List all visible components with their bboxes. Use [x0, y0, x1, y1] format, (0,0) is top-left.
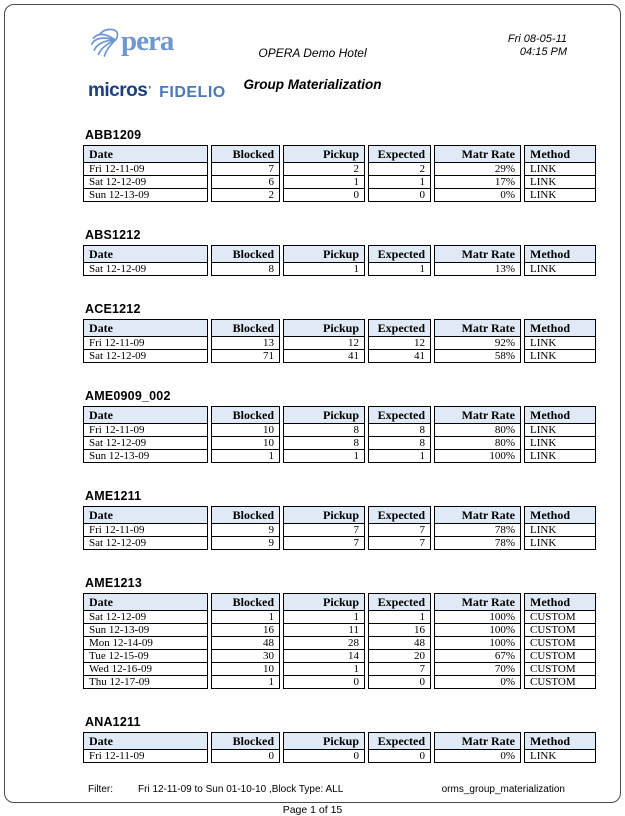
group-code: AME1211 [85, 489, 142, 503]
cell-matr-rate: 29% [434, 163, 521, 176]
table-row [83, 750, 596, 763]
cell-expected: 16 [368, 624, 431, 637]
cell-method: LINK [524, 537, 596, 550]
column-header-blocked: Blocked [211, 245, 280, 263]
table-row [83, 450, 596, 463]
cell-blocked: 1 [211, 676, 280, 689]
table-row [83, 637, 596, 650]
table-header-row [83, 506, 596, 524]
cell-expected: 7 [368, 524, 431, 537]
cell-blocked: 2 [211, 189, 280, 202]
table-row [83, 676, 596, 689]
cell-pickup: 12 [283, 337, 365, 350]
group-section [80, 389, 570, 463]
cell-pickup: 8 [283, 424, 365, 437]
table-header-row [83, 245, 596, 263]
cell-expected: 0 [368, 750, 431, 763]
page-number: Page 1 of 15 [282, 804, 343, 816]
cell-date: Sat 12-12-09 [83, 611, 208, 624]
cell-pickup: 8 [283, 437, 365, 450]
group-tables-area [80, 128, 576, 763]
column-header-expected: Expected [368, 506, 431, 524]
column-header-method: Method [524, 506, 596, 524]
group-section [80, 128, 570, 202]
cell-pickup: 14 [283, 650, 365, 663]
group-table [80, 506, 599, 550]
cell-matr-rate: 100% [434, 450, 521, 463]
column-header-pickup: Pickup [283, 245, 365, 263]
table-row [83, 163, 596, 176]
hotel-name: OPERA Demo Hotel [258, 46, 367, 60]
cell-expected: 7 [368, 663, 431, 676]
column-header-date: Date [83, 406, 208, 424]
cell-matr-rate: 0% [434, 750, 521, 763]
cell-method: LINK [524, 524, 596, 537]
column-header-blocked: Blocked [211, 593, 280, 611]
cell-date: Fri 12-11-09 [83, 750, 208, 763]
cell-method: CUSTOM [524, 676, 596, 689]
column-header-method: Method [524, 406, 596, 424]
opera-logo-text: pera [121, 25, 174, 57]
cell-blocked: 30 [211, 650, 280, 663]
column-header-matr-rate: Matr Rate [434, 732, 521, 750]
group-section [80, 715, 570, 763]
cell-blocked: 9 [211, 524, 280, 537]
cell-date: Thu 12-17-09 [83, 676, 208, 689]
cell-pickup: 1 [283, 176, 365, 189]
group-code: AME0909_002 [85, 389, 171, 403]
column-header-pickup: Pickup [283, 506, 365, 524]
cell-matr-rate: 80% [434, 424, 521, 437]
cell-date: Fri 12-11-09 [83, 163, 208, 176]
cell-blocked: 10 [211, 424, 280, 437]
cell-blocked: 48 [211, 637, 280, 650]
column-header-expected: Expected [368, 145, 431, 163]
cell-matr-rate: 17% [434, 176, 521, 189]
cell-blocked: 71 [211, 350, 280, 363]
column-header-pickup: Pickup [283, 406, 365, 424]
cell-blocked: 10 [211, 437, 280, 450]
cell-expected: 48 [368, 637, 431, 650]
column-header-expected: Expected [368, 245, 431, 263]
group-table [80, 732, 599, 763]
column-header-pickup: Pickup [283, 319, 365, 337]
column-header-pickup: Pickup [283, 145, 365, 163]
cell-blocked: 7 [211, 163, 280, 176]
filter-value: Fri 12-11-09 to Sun 01-10-10 ,Block Type: ALL [138, 784, 344, 795]
cell-method: LINK [524, 189, 596, 202]
cell-method: LINK [524, 176, 596, 189]
cell-matr-rate: 100% [434, 637, 521, 650]
cell-pickup: 7 [283, 524, 365, 537]
cell-method: LINK [524, 337, 596, 350]
cell-method: LINK [524, 450, 596, 463]
group-table [80, 319, 599, 363]
table-header-row [83, 145, 596, 163]
column-header-matr-rate: Matr Rate [434, 593, 521, 611]
table-row [83, 650, 596, 663]
cell-method: CUSTOM [524, 637, 596, 650]
column-header-blocked: Blocked [211, 145, 280, 163]
filter-info [88, 784, 343, 795]
group-code: ANA1211 [85, 715, 141, 729]
table-row [83, 350, 596, 363]
column-header-blocked: Blocked [211, 732, 280, 750]
column-header-date: Date [83, 145, 208, 163]
cell-expected: 8 [368, 437, 431, 450]
cell-pickup: 1 [283, 611, 365, 624]
group-section [80, 576, 576, 689]
group-section [80, 302, 570, 363]
group-table [80, 593, 599, 689]
cell-date: Wed 12-16-09 [83, 663, 208, 676]
cell-date: Sat 12-12-09 [83, 263, 208, 276]
column-header-date: Date [83, 319, 208, 337]
cell-method: LINK [524, 263, 596, 276]
cell-blocked: 10 [211, 663, 280, 676]
table-row [83, 537, 596, 550]
cell-method: LINK [524, 750, 596, 763]
cell-method: LINK [524, 163, 596, 176]
table-row [83, 176, 596, 189]
cell-blocked: 9 [211, 537, 280, 550]
report-id: orms_group_materialization [441, 784, 565, 795]
table-header-row [83, 406, 596, 424]
cell-pickup: 0 [283, 750, 365, 763]
column-header-blocked: Blocked [211, 506, 280, 524]
column-header-date: Date [83, 506, 208, 524]
cell-matr-rate: 100% [434, 611, 521, 624]
cell-method: CUSTOM [524, 650, 596, 663]
cell-date: Sat 12-12-09 [83, 176, 208, 189]
cell-date: Sat 12-12-09 [83, 350, 208, 363]
group-code: ABS1212 [85, 228, 141, 242]
group-table [80, 245, 599, 276]
cell-method: LINK [524, 437, 596, 450]
micros-trademark: ’ [148, 85, 152, 96]
cell-expected: 12 [368, 337, 431, 350]
group-table [80, 406, 599, 463]
column-header-date: Date [83, 593, 208, 611]
table-header-row [83, 593, 596, 611]
column-header-method: Method [524, 145, 596, 163]
report-title: Group Materialization [243, 77, 382, 92]
cell-method: LINK [524, 424, 596, 437]
cell-expected: 1 [368, 611, 431, 624]
cell-expected: 1 [368, 450, 431, 463]
group-code: ACE1212 [85, 302, 141, 316]
group-code: AME1213 [85, 576, 142, 590]
cell-date: Sat 12-12-09 [83, 437, 208, 450]
column-header-pickup: Pickup [283, 732, 365, 750]
column-header-matr-rate: Matr Rate [434, 506, 521, 524]
column-header-blocked: Blocked [211, 406, 280, 424]
group-table [80, 145, 599, 202]
cell-matr-rate: 92% [434, 337, 521, 350]
cell-matr-rate: 100% [434, 624, 521, 637]
cell-date: Fri 12-11-09 [83, 524, 208, 537]
table-header-row [83, 732, 596, 750]
cell-pickup: 1 [283, 450, 365, 463]
table-row [83, 624, 596, 637]
cell-blocked: 13 [211, 337, 280, 350]
column-header-method: Method [524, 593, 596, 611]
cell-matr-rate: 58% [434, 350, 521, 363]
cell-blocked: 1 [211, 611, 280, 624]
column-header-matr-rate: Matr Rate [434, 145, 521, 163]
cell-matr-rate: 67% [434, 650, 521, 663]
cell-matr-rate: 0% [434, 189, 521, 202]
cell-matr-rate: 70% [434, 663, 521, 676]
report-header [0, 0, 625, 128]
table-row [83, 337, 596, 350]
cell-blocked: 8 [211, 263, 280, 276]
cell-method: CUSTOM [524, 611, 596, 624]
cell-expected: 7 [368, 537, 431, 550]
cell-expected: 2 [368, 163, 431, 176]
cell-matr-rate: 0% [434, 676, 521, 689]
column-header-expected: Expected [368, 732, 431, 750]
cell-matr-rate: 13% [434, 263, 521, 276]
cell-date: Sun 12-13-09 [83, 450, 208, 463]
cell-date: Sun 12-13-09 [83, 189, 208, 202]
print-datetime [508, 33, 567, 59]
column-header-expected: Expected [368, 593, 431, 611]
cell-expected: 0 [368, 676, 431, 689]
table-header-row [83, 319, 596, 337]
cell-pickup: 0 [283, 189, 365, 202]
column-header-matr-rate: Matr Rate [434, 406, 521, 424]
column-header-date: Date [83, 245, 208, 263]
column-header-method: Method [524, 732, 596, 750]
print-time: 04:15 PM [519, 46, 567, 58]
cell-expected: 20 [368, 650, 431, 663]
cell-pickup: 28 [283, 637, 365, 650]
cell-expected: 1 [368, 176, 431, 189]
micros-logo-text: micros [88, 80, 148, 101]
cell-matr-rate: 80% [434, 437, 521, 450]
fidelio-logo-text: FIDELIO [159, 83, 226, 101]
cell-blocked: 6 [211, 176, 280, 189]
cell-pickup: 2 [283, 163, 365, 176]
table-row [83, 189, 596, 202]
cell-date: Mon 12-14-09 [83, 637, 208, 650]
cell-blocked: 16 [211, 624, 280, 637]
column-header-expected: Expected [368, 406, 431, 424]
cell-pickup: 11 [283, 624, 365, 637]
cell-date: Sun 12-13-09 [83, 624, 208, 637]
cell-date: Fri 12-11-09 [83, 424, 208, 437]
cell-method: CUSTOM [524, 663, 596, 676]
cell-pickup: 0 [283, 676, 365, 689]
cell-expected: 41 [368, 350, 431, 363]
cell-date: Tue 12-15-09 [83, 650, 208, 663]
cell-date: Sat 12-12-09 [83, 537, 208, 550]
group-section [80, 228, 570, 276]
table-row [83, 524, 596, 537]
print-date: Fri 08-05-11 [507, 33, 567, 45]
cell-matr-rate: 78% [434, 524, 521, 537]
column-header-method: Method [524, 319, 596, 337]
column-header-date: Date [83, 732, 208, 750]
table-row [83, 663, 596, 676]
cell-date: Fri 12-11-09 [83, 337, 208, 350]
cell-matr-rate: 78% [434, 537, 521, 550]
column-header-matr-rate: Matr Rate [434, 319, 521, 337]
cell-pickup: 1 [283, 663, 365, 676]
table-row [83, 424, 596, 437]
table-row [83, 611, 596, 624]
cell-blocked: 1 [211, 450, 280, 463]
column-header-expected: Expected [368, 319, 431, 337]
cell-pickup: 41 [283, 350, 365, 363]
cell-blocked: 0 [211, 750, 280, 763]
column-header-pickup: Pickup [283, 593, 365, 611]
filter-label: Filter: [88, 784, 113, 795]
table-row [83, 437, 596, 450]
column-header-matr-rate: Matr Rate [434, 245, 521, 263]
cell-pickup: 1 [283, 263, 365, 276]
cell-pickup: 7 [283, 537, 365, 550]
table-row [83, 263, 596, 276]
report-footer [88, 784, 565, 795]
cell-expected: 1 [368, 263, 431, 276]
column-header-method: Method [524, 245, 596, 263]
column-header-blocked: Blocked [211, 319, 280, 337]
cell-method: CUSTOM [524, 624, 596, 637]
cell-expected: 8 [368, 424, 431, 437]
cell-expected: 0 [368, 189, 431, 202]
group-code: ABB1209 [85, 128, 142, 142]
group-section [80, 489, 570, 550]
cell-method: LINK [524, 350, 596, 363]
